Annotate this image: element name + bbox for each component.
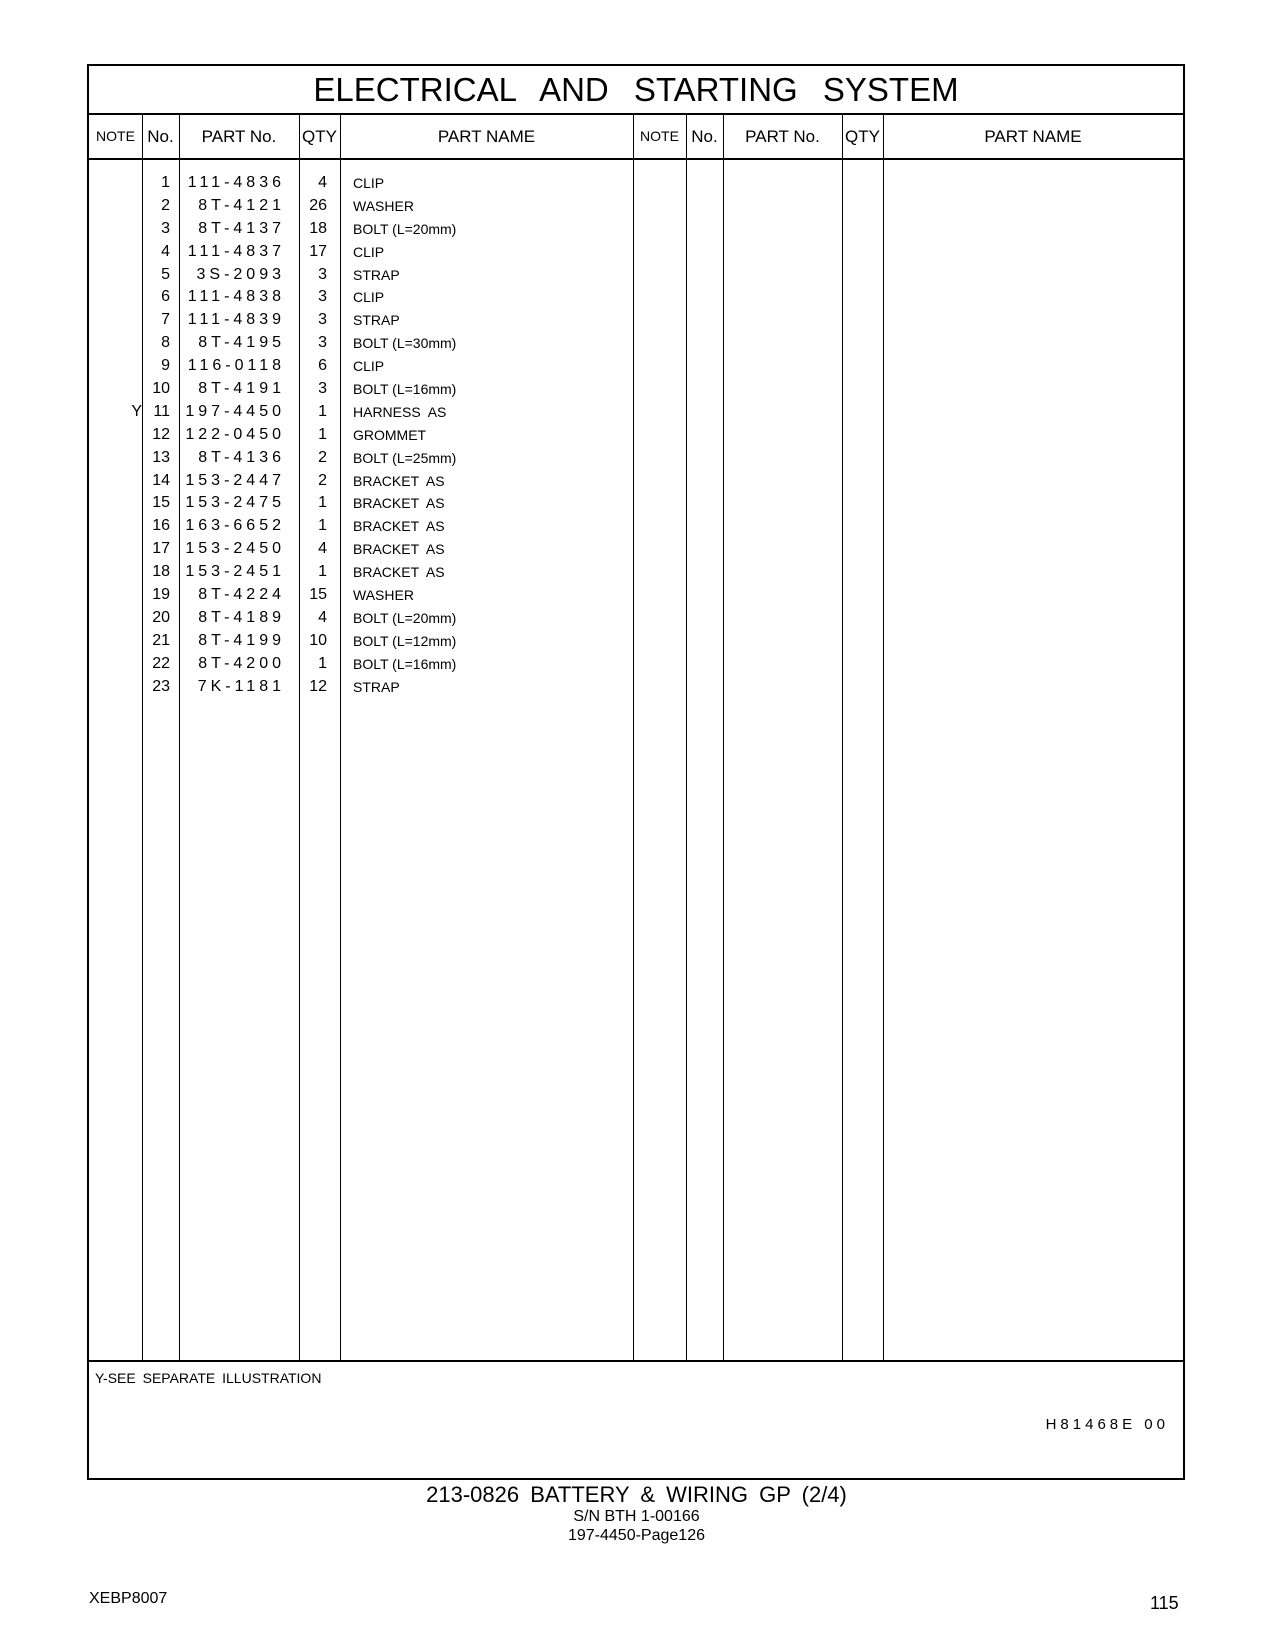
part-name-cell: BOLT (L=12mm) (353, 632, 457, 649)
table-row (89, 561, 639, 584)
part-number-cell: 8T-4136 (198, 448, 285, 466)
item-number-cell: 3 (161, 219, 170, 237)
item-number-cell: 18 (152, 563, 170, 581)
section-title: ELECTRICAL AND STARTING SYSTEM (89, 66, 1183, 115)
header-qty-right: QTY (842, 113, 883, 160)
quantity-cell: 1 (318, 517, 327, 535)
part-name-cell: BOLT (L=16mm) (353, 381, 457, 398)
quantity-cell: 1 (318, 563, 327, 581)
header-part-name-right: PART NAME (883, 113, 1183, 160)
item-number-cell: 12 (152, 425, 170, 443)
part-name-cell: CLIP (353, 289, 385, 306)
item-number-cell: 7 (161, 311, 170, 329)
part-name-cell: WASHER (353, 587, 414, 604)
parts-table-frame (87, 64, 1185, 1480)
item-number-cell: 16 (152, 517, 170, 535)
header-divider (89, 158, 1183, 160)
item-number-cell: 13 (152, 448, 170, 466)
item-number-cell: 1 (161, 174, 170, 191)
table-row (89, 676, 639, 699)
parts-list (89, 172, 639, 698)
part-number-cell: 8T-4137 (198, 219, 285, 237)
quantity-cell: 17 (309, 242, 327, 260)
header-part-name-left: PART NAME (340, 113, 633, 160)
table-row (89, 515, 639, 538)
part-number-cell: 111-4837 (187, 242, 285, 260)
drawing-code: H81468E 00 (1045, 1416, 1169, 1433)
part-number-cell: 116-0118 (187, 357, 285, 375)
part-name-cell: BRACKET AS (353, 472, 445, 489)
part-number-cell: 122-0450 (185, 425, 285, 443)
quantity-cell: 4 (318, 608, 327, 626)
part-name-cell: BOLT (L=25mm) (353, 449, 457, 466)
header-part-no-left: PART No. (179, 113, 299, 160)
part-name-cell: BOLT (L=30mm) (353, 335, 457, 352)
part-name-cell: BOLT (L=16mm) (353, 655, 457, 672)
column-divider (842, 113, 843, 1360)
header-no-right: No. (686, 113, 723, 160)
table-row (89, 492, 639, 515)
part-name-cell: CLIP (353, 358, 385, 375)
quantity-cell: 18 (309, 219, 327, 237)
item-number-cell: 4 (161, 242, 170, 260)
part-number-cell: 153-2451 (185, 563, 285, 581)
item-number-cell: 9 (161, 357, 170, 375)
item-number-cell: 6 (161, 288, 170, 306)
part-name-cell: WASHER (353, 197, 414, 214)
part-number-cell: 8T-4200 (198, 654, 285, 672)
table-row (89, 332, 639, 355)
table-row (89, 584, 639, 607)
table-row (89, 630, 639, 653)
item-number-cell: 15 (152, 494, 170, 512)
part-number-cell: 111-4836 (187, 174, 285, 191)
table-row (89, 378, 639, 401)
quantity-cell: 1 (318, 402, 327, 420)
serial-number: S/N BTH 1-00166 (573, 1508, 700, 1525)
quantity-cell: 12 (309, 677, 327, 695)
part-name-cell: BOLT (L=20mm) (353, 609, 457, 626)
quantity-cell: 1 (318, 494, 327, 512)
part-number-cell: 8T-4224 (198, 586, 285, 604)
table-row (89, 401, 639, 424)
part-number-cell: 153-2447 (185, 471, 285, 489)
quantity-cell: 3 (318, 288, 327, 306)
part-number-cell: 111-4839 (187, 311, 285, 329)
part-name-cell: BRACKET AS (353, 564, 445, 581)
note-legend: Y-SEE SEPARATE ILLUSTRATION (95, 1370, 322, 1386)
quantity-cell: 26 (309, 196, 327, 214)
item-number-cell: 8 (161, 334, 170, 352)
part-name-cell: BRACKET AS (353, 541, 445, 558)
quantity-cell: 15 (309, 586, 327, 604)
table-row (89, 607, 639, 630)
header-qty-left: QTY (299, 113, 340, 160)
table-row (89, 447, 639, 470)
note-cell: Y (131, 402, 142, 420)
quantity-cell: 4 (318, 174, 327, 191)
quantity-cell: 1 (318, 654, 327, 672)
table-row (89, 172, 639, 195)
table-row (89, 241, 639, 264)
part-name-cell: CLIP (353, 243, 385, 260)
part-name-cell: HARNESS AS (353, 403, 447, 420)
item-number-cell: 5 (161, 265, 170, 283)
header-note-right: NOTE (633, 113, 686, 160)
quantity-cell: 3 (318, 311, 327, 329)
part-number-cell: 8T-4121 (198, 196, 285, 214)
item-number-cell: 23 (152, 677, 170, 695)
item-number-cell: 17 (152, 540, 170, 558)
quantity-cell: 10 (309, 631, 327, 649)
part-number-cell: 153-2450 (185, 540, 285, 558)
part-number-cell: 197-4450 (185, 402, 285, 420)
table-row (89, 286, 639, 309)
column-divider (723, 113, 724, 1360)
quantity-cell: 2 (318, 471, 327, 489)
table-row (89, 264, 639, 287)
item-number-cell: 21 (152, 631, 170, 649)
document-id: XEBP8007 (89, 1590, 168, 1607)
part-name-cell: CLIP (353, 175, 385, 191)
part-number-cell: 8T-4195 (198, 334, 285, 352)
item-number-cell: 11 (153, 402, 170, 420)
page-reference: 197-4450-Page126 (567, 1527, 705, 1544)
part-number-cell: 3S-2093 (196, 265, 285, 283)
column-divider (686, 113, 687, 1360)
table-row (89, 470, 639, 493)
quantity-cell: 3 (318, 380, 327, 398)
table-row (89, 218, 639, 241)
table-row (89, 195, 639, 218)
column-divider (883, 113, 884, 1360)
part-name-cell: STRAP (353, 266, 400, 283)
page-number: 115 (1150, 1593, 1179, 1613)
quantity-cell: 4 (318, 540, 327, 558)
table-row (89, 653, 639, 676)
part-number-cell: 8T-4191 (198, 380, 285, 398)
item-number-cell: 22 (152, 654, 170, 672)
group-title: 213-0826 BATTERY & WIRING GP (2/4) (426, 1482, 847, 1507)
header-part-no-right: PART No. (723, 113, 842, 160)
table-row (89, 538, 639, 561)
header-no-left: No. (142, 113, 179, 160)
table-row (89, 309, 639, 332)
part-number-cell: 111-4838 (187, 288, 285, 306)
part-name-cell: BRACKET AS (353, 518, 445, 535)
table-bottom-rule (89, 1360, 1183, 1362)
item-number-cell: 14 (152, 471, 170, 489)
part-number-cell: 8T-4189 (198, 608, 285, 626)
part-name-cell: STRAP (353, 312, 400, 329)
part-number-cell: 163-6652 (185, 517, 285, 535)
quantity-cell: 3 (318, 334, 327, 352)
quantity-cell: 6 (318, 357, 327, 375)
item-number-cell: 20 (152, 608, 170, 626)
part-number-cell: 153-2475 (185, 494, 285, 512)
header-note-left: NOTE (89, 113, 142, 160)
quantity-cell: 3 (318, 265, 327, 283)
part-number-cell: 8T-4199 (198, 631, 285, 649)
part-name-cell: BOLT (L=20mm) (353, 220, 457, 237)
quantity-cell: 2 (318, 448, 327, 466)
table-row (89, 355, 639, 378)
part-name-cell: STRAP (353, 678, 400, 695)
item-number-cell: 2 (161, 196, 170, 214)
part-name-cell: BRACKET AS (353, 495, 445, 512)
item-number-cell: 19 (152, 586, 170, 604)
table-row (89, 424, 639, 447)
item-number-cell: 10 (152, 380, 170, 398)
part-name-cell: GROMMET (353, 426, 427, 443)
part-number-cell: 7K-1181 (197, 677, 285, 695)
quantity-cell: 1 (318, 425, 327, 443)
